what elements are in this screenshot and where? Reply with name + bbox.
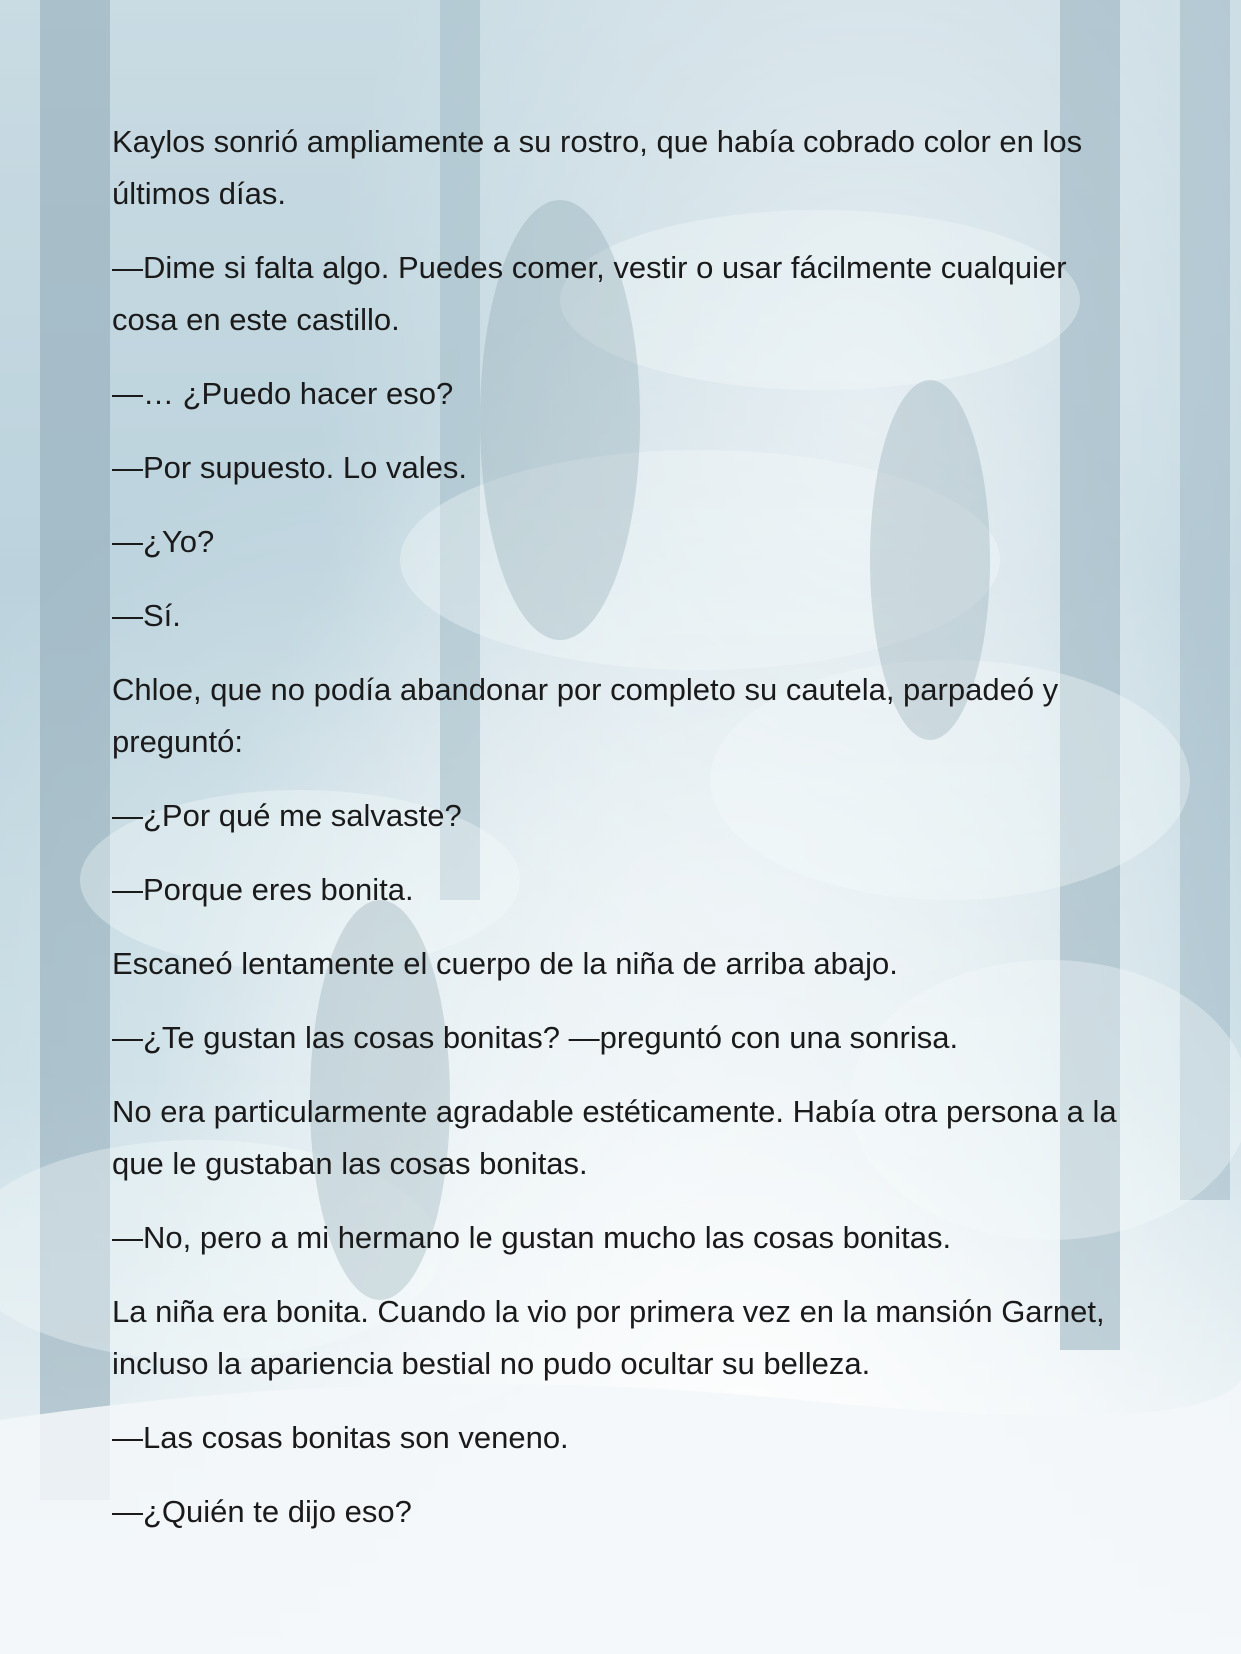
paragraph: Kaylos sonrió ampliamente a su rostro, que había cobrado color en los últimos días. bbox=[112, 124, 1083, 211]
paragraph: Chloe, que no podía abandonar por completo su cautela, parpadeó y preguntó: bbox=[112, 672, 1059, 759]
paragraph: —¿Te gustan las cosas bonitas? —preguntó con una sonrisa. bbox=[112, 1020, 959, 1055]
paragraph: La niña era bonita. Cuando la vio por primera vez en la mansión Garnet, incluso la apariencia bestial no pudo ocultar su belleza. bbox=[112, 1294, 1105, 1381]
paragraph: —No, pero a mi hermano le gustan mucho las cosas bonitas. bbox=[112, 1220, 952, 1255]
paragraph: —Sí. bbox=[112, 598, 181, 633]
paragraph: —Dime si falta algo. Puedes comer, vestir o usar fácilmente cualquier cosa en este castillo. bbox=[112, 250, 1067, 337]
paragraph: —¿Yo? bbox=[112, 524, 215, 559]
paragraph: No era particularmente agradable estéticamente. Había otra persona a la que le gustaban las cosas bonitas. bbox=[112, 1094, 1117, 1181]
paragraph: —… ¿Puedo hacer eso? bbox=[112, 376, 454, 411]
paragraph: —Las cosas bonitas son veneno. bbox=[112, 1420, 569, 1455]
paragraph: —¿Quién te dijo eso? bbox=[112, 1494, 412, 1529]
paragraph: —Por supuesto. Lo vales. bbox=[112, 450, 467, 485]
story-text bbox=[112, 116, 1132, 1546]
paragraph: —¿Por qué me salvaste? bbox=[112, 798, 462, 833]
paragraph: Escaneó lentamente el cuerpo de la niña de arriba abajo. bbox=[112, 946, 898, 981]
paragraph: —Porque eres bonita. bbox=[112, 872, 414, 907]
